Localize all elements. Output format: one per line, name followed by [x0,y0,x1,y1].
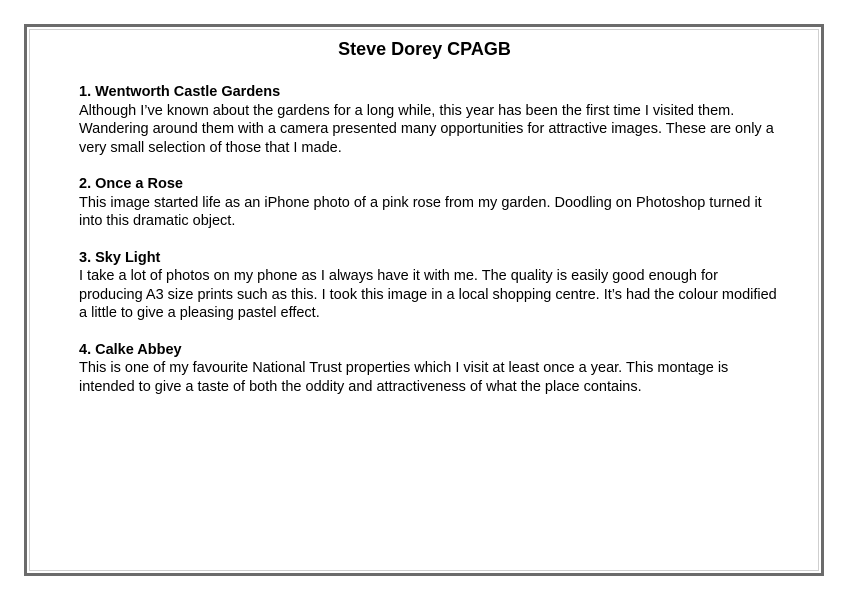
section-once-a-rose [79,175,779,231]
section-body: This is one of my favourite National Trust properties which I visit at least once a year. This montage is intended to give a taste of both the oddity and attractiveness of what the place contains. [79,360,729,395]
section-sky-light [79,249,779,323]
section-heading: 1. Wentworth Castle Gardens [79,84,281,100]
document-content [79,83,779,414]
section-body: Although I’ve known about the gardens for a long while, this year has been the first time I visited them. Wandering around them with a camera presented many opportunities for attractive images. These are only a very small selection of those that I made. [79,102,774,156]
section-wentworth-castle-gardens [79,83,779,157]
section-calke-abbey [79,341,779,397]
section-heading: 2. Once a Rose [79,176,183,192]
page-title: Steve Dorey CPAGB [338,39,511,59]
section-heading: 3. Sky Light [79,249,161,266]
section-heading: 4. Calke Abbey [79,341,182,358]
section-body: I take a lot of photos on my phone as I always have it with me. The quality is easily good enough for producing A3 size prints such as this. I took this image in a local shopping centre. It’s had the colour modified a little to give a pleasing pastel effect. [79,268,777,321]
section-body: This image started life as an iPhone photo of a pink rose from my garden. Doodling on Photoshop turned it into this dramatic object. [79,194,762,229]
